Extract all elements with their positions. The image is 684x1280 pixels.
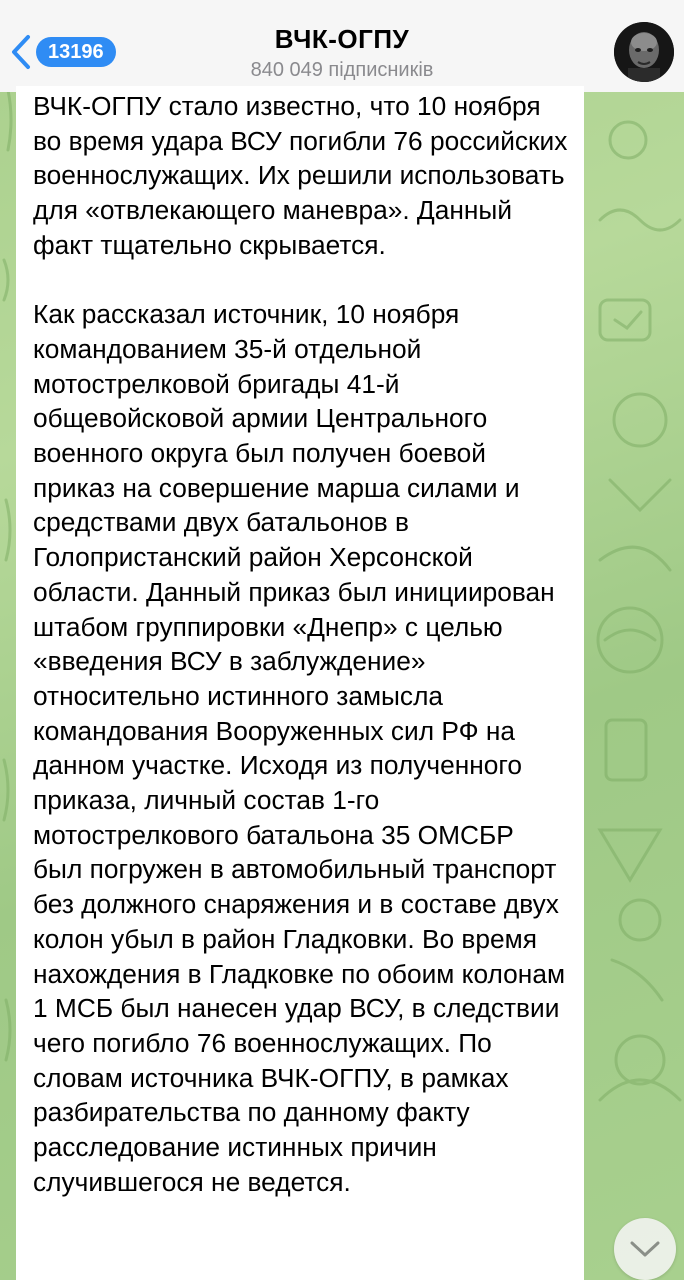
back-button[interactable] [10,34,116,70]
chevron-down-icon [629,1239,661,1259]
avatar-image [614,22,674,82]
unread-count-badge: 13196 [36,37,116,67]
channel-avatar[interactable] [614,22,674,82]
chat-header [0,0,684,92]
message-bubble [16,86,584,1280]
scroll-down-button[interactable] [614,1218,676,1280]
chevron-left-icon [10,34,32,70]
channel-title: ВЧК-ОГПУ [274,24,410,54]
subscriber-count: 840 049 підписників [250,59,434,81]
message-text: ВЧК-ОГПУ стало известно, что 10 ноября во время удара ВСУ погибли 76 российских военнослужащих. Их решили использовать для «отвлекающего маневра». Данный факт тщательно скрывается. Как рассказал источник, 10 ноября командованием 35-й отдельной мотострелковой бригады 41-й общевойсковой армии Центрального военного округа был получен боевой приказ на совершение марша силами и средствами двух батальонов в Голопристанский район Херсонской области. Данный приказ был инициирован штабом группировки «Днепр» с целью «введения ВСУ в заблуждение» относительно истинного замысла командования Вооруженных сил РФ на данном участке. Исходя из полученного приказа, личный состав 1-го мотострелкового батальона 35 ОМСБР был погружен в автомобильный транспорт без должного снаряжения и в составе двух колон убыл в район Гладковки. Во время нахождения в Гладковке по обоим колонам 1 МСБ был нанесен удар ВСУ, в следствии чего погибло 76 военнослужащих. По словам источника ВЧК-ОГПУ, в рамках разбирательства по данному факту расследование истинных причин случившегося не ведется. [33,91,568,1197]
channel-info[interactable] [142,22,542,84]
